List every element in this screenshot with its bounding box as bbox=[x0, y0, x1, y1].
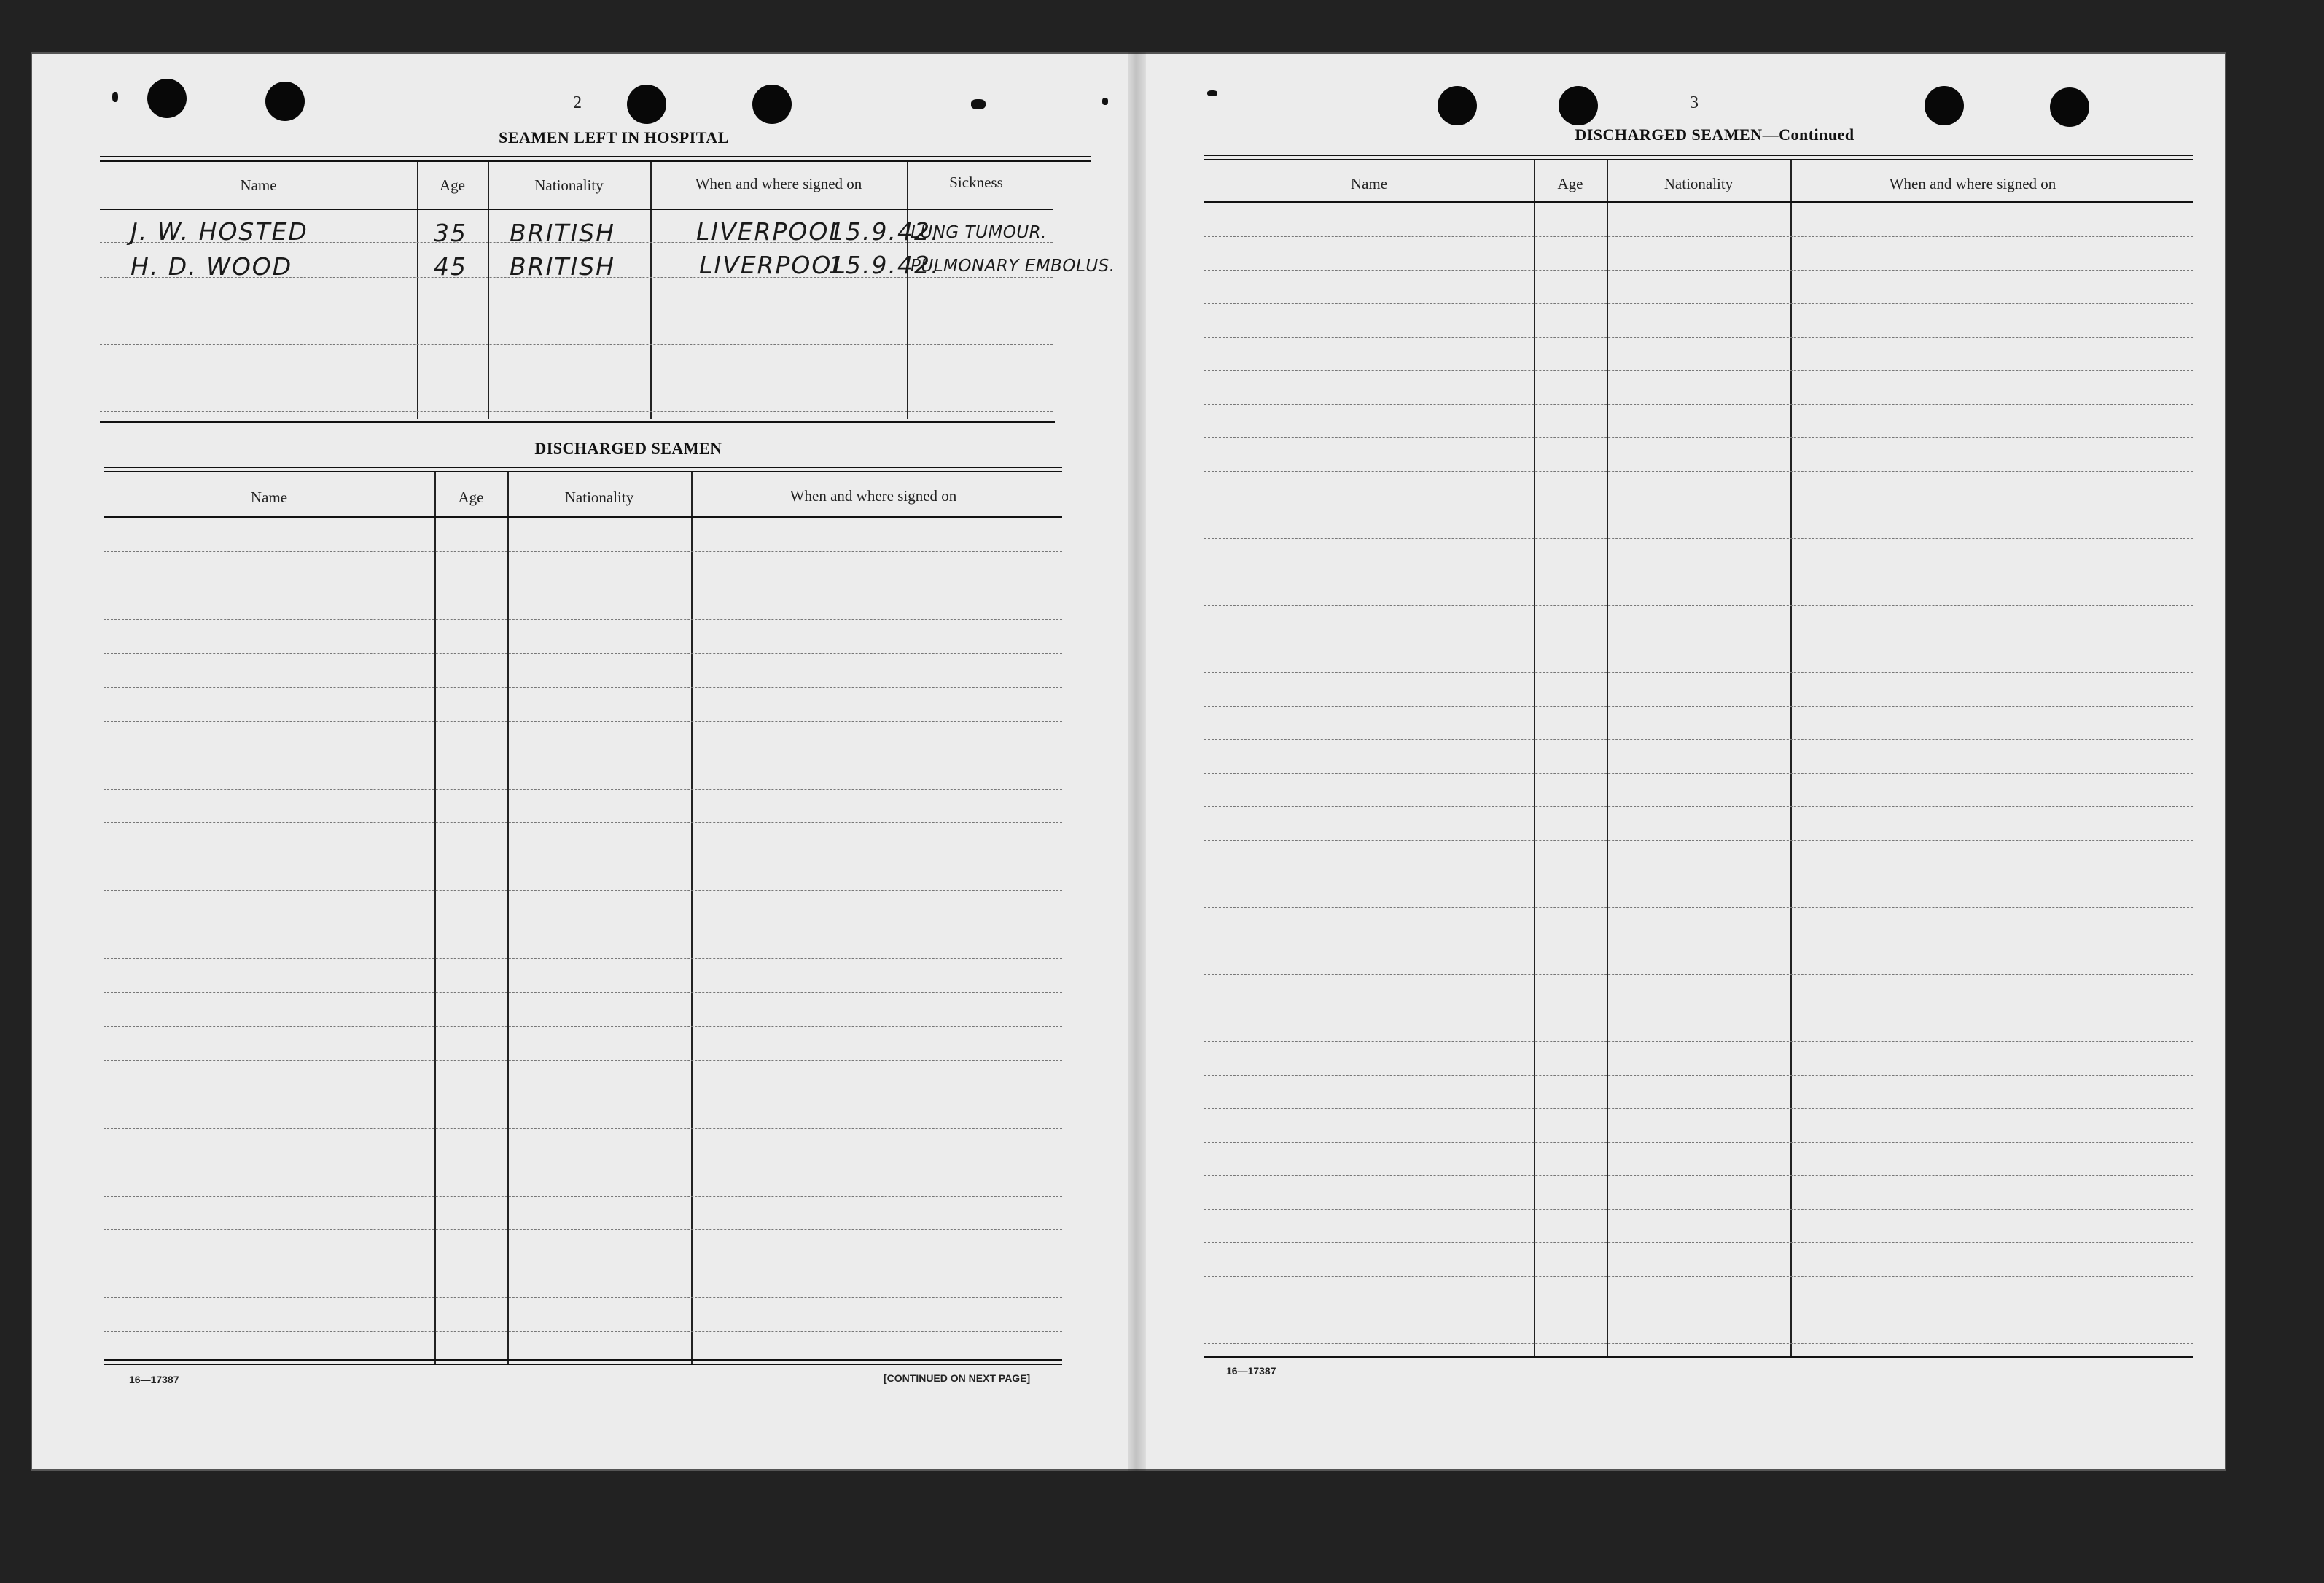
ruled-line bbox=[1204, 840, 2193, 841]
ruled-line bbox=[1204, 739, 2193, 740]
hospital-header-age: Age bbox=[440, 176, 465, 194]
ruled-line bbox=[1204, 806, 2193, 807]
hospital-header-name: Name bbox=[240, 176, 277, 194]
discharged-header-signed-on: When and where signed on bbox=[789, 487, 957, 505]
ruled-line bbox=[104, 789, 1062, 790]
ruled-line bbox=[1204, 672, 2193, 673]
discharged-header-name: Name bbox=[250, 489, 288, 506]
ruled-line bbox=[104, 822, 1062, 823]
hospital-row-date: 15.9.42. bbox=[829, 217, 940, 246]
hospital-row-place: LIVERPOOL bbox=[699, 251, 847, 279]
punch-hole bbox=[1559, 86, 1598, 125]
ruled-line bbox=[1204, 605, 2193, 606]
hospital-row-sickness: LUNG TUMOUR. bbox=[911, 223, 1047, 242]
ruled-line bbox=[104, 721, 1062, 722]
discharged-table-left bbox=[104, 467, 1062, 1365]
punch-hole bbox=[1438, 86, 1477, 125]
ink-speck bbox=[1207, 90, 1217, 96]
discharged-header-age: Age bbox=[458, 489, 484, 506]
page-fold bbox=[1128, 52, 1146, 1471]
ruled-line bbox=[1204, 370, 2193, 371]
ruled-line bbox=[104, 619, 1062, 620]
hospital-row-nationality: BRITISH bbox=[510, 219, 615, 247]
page-number-left: 2 bbox=[573, 93, 582, 112]
right-header-nationality: Nationality bbox=[1664, 175, 1734, 192]
ruled-line bbox=[104, 1026, 1062, 1027]
ruled-line bbox=[1204, 773, 2193, 774]
punch-hole bbox=[2050, 87, 2089, 127]
discharged-continued-title-main: DISCHARGED SEAMEN bbox=[1575, 125, 1763, 144]
ink-speck bbox=[1102, 98, 1108, 105]
ruled-line bbox=[1204, 1276, 2193, 1277]
punch-hole bbox=[627, 85, 666, 124]
ruled-line bbox=[104, 1128, 1062, 1129]
ruled-line bbox=[1204, 706, 2193, 707]
hospital-header-signed-on: When and where signed on bbox=[695, 175, 862, 192]
punch-hole bbox=[752, 85, 792, 124]
section-divider bbox=[100, 421, 1055, 423]
ruled-line bbox=[1204, 1343, 2193, 1344]
ruled-line bbox=[1204, 538, 2193, 539]
right-header-age: Age bbox=[1557, 175, 1583, 192]
discharged-continued-suffix: —Continued bbox=[1762, 125, 1855, 144]
hospital-table bbox=[100, 156, 1115, 419]
ruled-line bbox=[104, 890, 1062, 891]
ruled-line bbox=[1204, 1142, 2193, 1143]
discharged-table-right bbox=[1204, 155, 2193, 1356]
ruled-line bbox=[1204, 1108, 2193, 1109]
hospital-row-date: 15.9.42. bbox=[829, 251, 940, 279]
ruled-line bbox=[1204, 1041, 2193, 1042]
ink-speck bbox=[971, 99, 986, 109]
continued-note: [CONTINUED ON NEXT PAGE] bbox=[884, 1372, 1031, 1384]
ruled-line bbox=[104, 1229, 1062, 1230]
hospital-header-nationality: Nationality bbox=[534, 176, 604, 194]
hospital-row-place: LIVERPOOL bbox=[696, 217, 844, 246]
ruled-line bbox=[1204, 303, 2193, 304]
ink-speck bbox=[112, 92, 118, 102]
discharged-header-nationality: Nationality bbox=[564, 489, 634, 506]
ruled-line bbox=[1204, 337, 2193, 338]
hospital-row-name: J. W. HOSTED bbox=[130, 217, 308, 246]
ruled-line bbox=[1204, 1175, 2193, 1176]
hospital-header-sickness: Sickness bbox=[949, 174, 1003, 191]
ruled-line bbox=[1204, 1209, 2193, 1210]
hospital-row-nationality: BRITISH bbox=[510, 252, 615, 281]
ruled-line bbox=[104, 653, 1062, 654]
hospital-row-sickness: PULMONARY EMBOLUS. bbox=[911, 257, 1115, 276]
ruled-line bbox=[104, 551, 1062, 552]
form-number-left: 16—17387 bbox=[129, 1374, 179, 1385]
ruled-line bbox=[104, 958, 1062, 959]
hospital-row-age: 35 bbox=[434, 219, 467, 247]
ruled-line bbox=[104, 1196, 1062, 1197]
ruled-line bbox=[104, 1060, 1062, 1061]
form-number-right: 16—17387 bbox=[1226, 1365, 1276, 1377]
ruled-line bbox=[1204, 1075, 2193, 1076]
ruled-line bbox=[104, 1331, 1062, 1332]
ruled-line bbox=[1204, 404, 2193, 405]
ruled-line bbox=[1204, 437, 2193, 438]
hospital-row-age: 45 bbox=[434, 252, 467, 281]
ruled-line bbox=[104, 1297, 1062, 1298]
punch-hole bbox=[265, 82, 305, 121]
ruled-line bbox=[1204, 974, 2193, 975]
ruled-line bbox=[104, 687, 1062, 688]
right-header-signed-on: When and where signed on bbox=[1889, 175, 2056, 192]
ruled-line bbox=[1204, 236, 2193, 237]
hospital-section-title: SEAMEN LEFT IN HOSPITAL bbox=[499, 128, 729, 147]
discharged-section-title: DISCHARGED SEAMEN bbox=[534, 439, 722, 457]
ruled-line bbox=[1204, 1242, 2193, 1243]
punch-hole bbox=[1925, 86, 1964, 125]
discharged-continued-title bbox=[1459, 125, 1970, 144]
ruled-line bbox=[1204, 471, 2193, 472]
punch-hole bbox=[147, 79, 187, 118]
ruled-line bbox=[1204, 270, 2193, 271]
ruled-line bbox=[1204, 907, 2193, 908]
page-number-right: 3 bbox=[1690, 93, 1699, 112]
hospital-row-name: H. D. WOOD bbox=[130, 252, 293, 281]
document-sheet bbox=[31, 52, 2226, 1471]
right-header-name: Name bbox=[1350, 175, 1388, 192]
ruled-line bbox=[104, 992, 1062, 993]
